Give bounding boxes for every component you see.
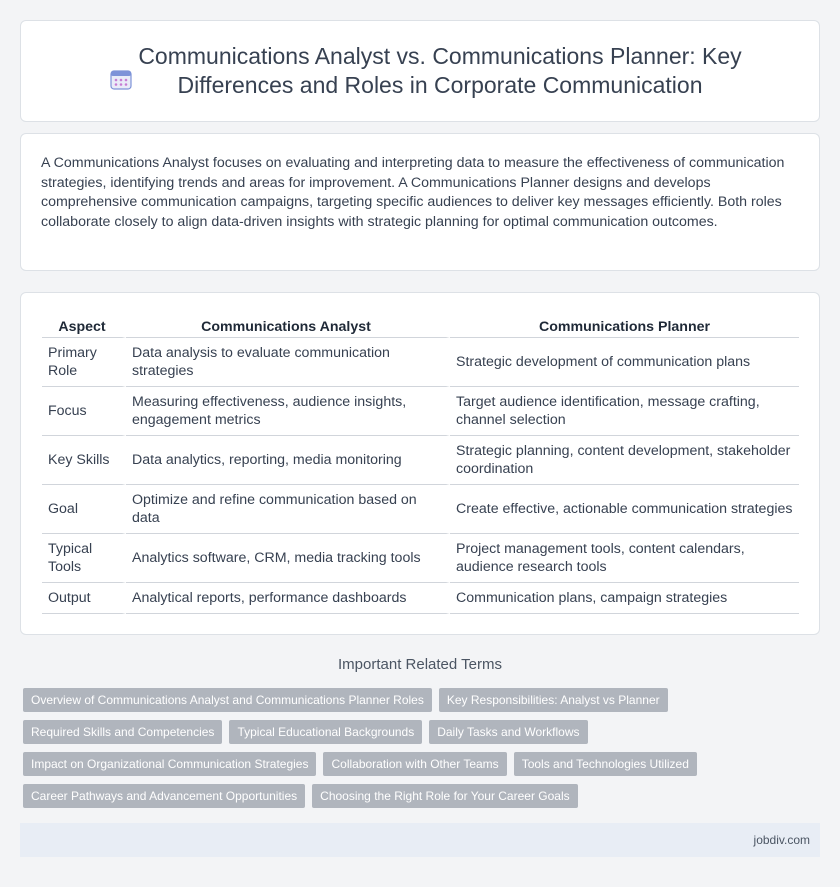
table-row xyxy=(42,436,799,485)
row-analyst: Measuring effectiveness, audience insights, engagement metrics xyxy=(126,387,450,436)
table-header-row xyxy=(42,315,799,338)
term-tag[interactable]: Tools and Technologies Utilized xyxy=(514,752,697,776)
row-planner: Communication plans, campaign strategies xyxy=(450,583,799,614)
header-analyst: Communications Analyst xyxy=(126,315,450,338)
term-tag[interactable]: Required Skills and Competencies xyxy=(23,720,222,744)
row-aspect: Focus xyxy=(42,387,126,436)
row-aspect: Primary Role xyxy=(42,338,126,387)
row-aspect: Output xyxy=(42,583,126,614)
comparison-table xyxy=(42,315,799,614)
row-analyst: Data analytics, reporting, media monitoring xyxy=(126,436,450,485)
related-terms-heading: Important Related Terms xyxy=(338,656,502,673)
title-card xyxy=(20,20,820,122)
comparison-table-card xyxy=(20,292,820,635)
row-aspect: Goal xyxy=(42,485,126,534)
term-tag[interactable]: Choosing the Right Role for Your Career Goals xyxy=(312,784,577,808)
row-planner: Strategic development of communication plans xyxy=(450,338,799,387)
table-row xyxy=(42,485,799,534)
row-aspect: Typical Tools xyxy=(42,534,126,583)
row-planner: Project management tools, content calendars, audience research tools xyxy=(450,534,799,583)
table-row xyxy=(42,338,799,387)
row-analyst: Data analysis to evaluate communication strategies xyxy=(126,338,450,387)
term-tag[interactable]: Impact on Organizational Communication Strategies xyxy=(23,752,316,776)
term-tag[interactable]: Daily Tasks and Workflows xyxy=(429,720,587,744)
intro-paragraph: A Communications Analyst focuses on evaluating and interpreting data to measure the effectiveness of communication strategies, identifying trends and areas for improvement. A Communications Planner designs and develops comprehensive communication campaigns, targeting specific audiences to deliver key messages efficiently. Both roles collaborate closely to align data-driven insights with strategic planning for optimal communication outcomes. xyxy=(41,155,785,230)
row-planner: Create effective, actionable communication strategies xyxy=(450,485,799,534)
header-aspect: Aspect xyxy=(42,315,126,338)
footer xyxy=(20,823,820,857)
related-terms-list xyxy=(23,688,823,808)
page-title: Communications Analyst vs. Communications Planner: Key Differences and Roles in Corporate Communication xyxy=(138,43,742,98)
row-analyst: Optimize and refine communication based on data xyxy=(126,485,450,534)
term-tag[interactable]: Key Responsibilities: Analyst vs Planner xyxy=(439,688,668,712)
table-row xyxy=(42,534,799,583)
intro-card xyxy=(20,133,820,271)
table-row xyxy=(42,583,799,614)
row-analyst: Analytics software, CRM, media tracking tools xyxy=(126,534,450,583)
footer-site-link[interactable]: jobdiv.com xyxy=(753,833,810,847)
table-row xyxy=(42,387,799,436)
title-wrap xyxy=(70,42,770,100)
row-aspect: Key Skills xyxy=(42,436,126,485)
calendar-icon xyxy=(110,68,132,90)
term-tag[interactable]: Overview of Communications Analyst and Communications Planner Roles xyxy=(23,688,432,712)
term-tag[interactable]: Typical Educational Backgrounds xyxy=(229,720,422,744)
row-analyst: Analytical reports, performance dashboards xyxy=(126,583,450,614)
row-planner: Strategic planning, content development, stakeholder coordination xyxy=(450,436,799,485)
row-planner: Target audience identification, message crafting, channel selection xyxy=(450,387,799,436)
header-planner: Communications Planner xyxy=(450,315,799,338)
term-tag[interactable]: Career Pathways and Advancement Opportunities xyxy=(23,784,305,808)
term-tag[interactable]: Collaboration with Other Teams xyxy=(323,752,506,776)
